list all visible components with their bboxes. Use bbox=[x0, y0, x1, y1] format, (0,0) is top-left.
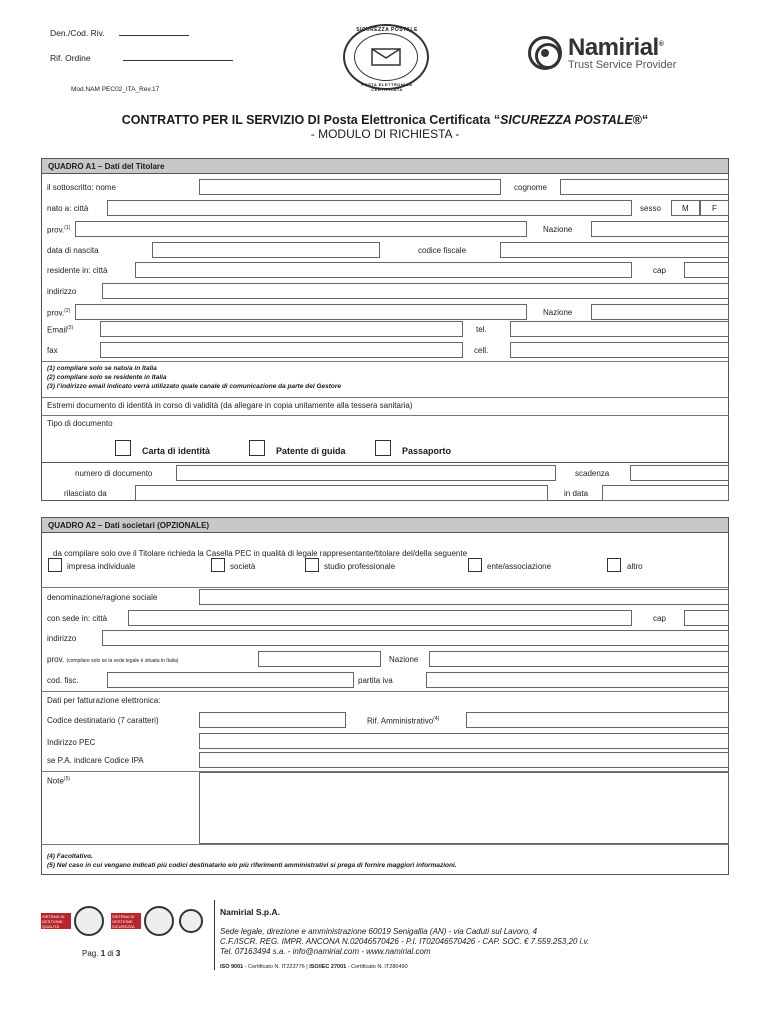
partita-iva-input[interactable] bbox=[426, 672, 729, 688]
rif-amministrativo-label: Rif. Amministrativo$^{(4)}$ bbox=[367, 716, 440, 726]
in-data-input[interactable] bbox=[602, 485, 729, 501]
data-nascita-input[interactable] bbox=[152, 242, 380, 258]
a2-nazione-label: Nazione bbox=[389, 655, 419, 664]
sesso-label: sesso bbox=[640, 204, 661, 213]
stamp-bottom-text: POSTA ELETTRONICA CERTIFICATA bbox=[361, 82, 413, 92]
codice-fiscale-label: codice fiscale bbox=[418, 246, 467, 255]
cert-badge-security: SISTEMA DI GESTIONE SICUREZZA CERTIFICATO bbox=[111, 913, 141, 929]
sesso-m-option[interactable]: M bbox=[671, 200, 700, 216]
cert-badge-quality: SISTEMA DI GESTIONE QUALITÀ CERTIFICATO bbox=[41, 913, 71, 929]
quadro-a1-heading: QUADRO A1 – Dati del Titolare bbox=[41, 158, 729, 174]
prov1-label: prov.$^{(1)}$ bbox=[47, 225, 71, 235]
patente-checkbox[interactable] bbox=[249, 440, 265, 456]
mod-code: Mod.NAM PEC02_ITA_Rev.17 bbox=[71, 86, 160, 93]
stamp-top-text: SICUREZZA POSTALE bbox=[356, 27, 418, 33]
passaporto-checkbox[interactable] bbox=[375, 440, 391, 456]
indirizzo-pec-label: Indirizzo PEC bbox=[47, 738, 96, 747]
tipo-doc-row bbox=[41, 415, 729, 433]
page-title: CONTRATTO PER IL SERVIZIO DI Posta Elettronica Certificata “SICUREZZA POSTALE®“ bbox=[121, 113, 649, 127]
page-number: Pag. 1 di 3 bbox=[82, 949, 121, 958]
codice-ipa-input[interactable] bbox=[199, 752, 729, 768]
rif-ordine-label: Rif. Ordine bbox=[50, 53, 91, 63]
in-data-label: in data bbox=[564, 489, 589, 498]
footnote-4: (4) Facoltativo. bbox=[47, 853, 93, 860]
footnote-5: (5) Nel caso in cui vengano indicati più codici destinatario e/o più riferimenti amministrativi si prega di fornire maggiori informazioni. bbox=[47, 862, 457, 869]
certification-logos bbox=[41, 906, 201, 936]
numero-documento-input[interactable] bbox=[176, 465, 556, 481]
company-address: Sede legale, direzione e amministrazione 60019 Senigallia (AN) - via Caduti sul Lavoro, 4 bbox=[220, 927, 538, 936]
footer-divider bbox=[214, 900, 215, 970]
estremi-label: Estremi documento di identità in corso di validità (da allegare in copia unitamente alla tessera sanitaria) bbox=[47, 401, 413, 410]
rilasciato-da-label: rilasciato da bbox=[64, 489, 107, 498]
a2-indirizzo-label: indirizzo bbox=[47, 634, 77, 643]
a2-nazione-input[interactable] bbox=[429, 651, 729, 667]
nazione1-input[interactable] bbox=[591, 221, 729, 237]
a2-prov-label: prov. (compilare solo se la sede legale è situata in Italia) bbox=[47, 655, 179, 664]
company-registration: C.F./ISCR. REG. IMPR. ANCONA N.02046570426 - P.I. IT02046570426 - CAP. SOC. € 7.559.253,20 i.v. bbox=[220, 937, 590, 946]
a2-intro-text: da compilare solo ove il Titolare richieda la Casella PEC in qualità di legale rappresentante/titolare del/della seguente bbox=[53, 549, 468, 558]
namirial-logo bbox=[528, 34, 676, 71]
scadenza-input[interactable] bbox=[630, 465, 729, 481]
carta-identita-label: Carta di identità bbox=[142, 446, 211, 456]
email-input[interactable] bbox=[100, 321, 463, 337]
indirizzo-label: indirizzo bbox=[47, 287, 77, 296]
footnote-2: (2) compilare solo se residente in Italia bbox=[47, 374, 167, 381]
nazione1-label: Nazione bbox=[543, 225, 573, 234]
prov2-input[interactable] bbox=[75, 304, 527, 320]
codice-destinatario-label: Codice destinatario (7 caratteri) bbox=[47, 716, 159, 725]
stamp-inner-ring bbox=[354, 33, 418, 81]
note-textarea[interactable] bbox=[199, 772, 729, 844]
fax-label: fax bbox=[47, 346, 58, 355]
envelope-icon bbox=[371, 48, 401, 66]
codice-destinatario-input[interactable] bbox=[199, 712, 346, 728]
nome-input[interactable] bbox=[199, 179, 501, 195]
cert-seal-icon bbox=[74, 906, 104, 936]
namirial-ring-icon bbox=[528, 36, 562, 70]
email-label: Email$^{(3)}$ bbox=[47, 325, 74, 335]
a2-cap-label: cap bbox=[653, 614, 666, 623]
a2-footnotes bbox=[47, 852, 457, 870]
denominazione-label: denominazione/ragione sociale bbox=[47, 593, 158, 602]
societa-label: società bbox=[230, 562, 256, 571]
studio-professionale-checkbox[interactable] bbox=[305, 558, 319, 572]
nato-citta-input[interactable] bbox=[107, 200, 632, 216]
numero-documento-label: numero di documento bbox=[75, 469, 153, 478]
prov2-label: prov.$^{(2)}$ bbox=[47, 308, 71, 318]
rif-ordine-field[interactable] bbox=[123, 52, 233, 61]
cell-input[interactable] bbox=[510, 342, 729, 358]
cognome-input[interactable] bbox=[560, 179, 729, 195]
codice-fiscale-input[interactable] bbox=[500, 242, 729, 258]
rilasciato-da-input[interactable] bbox=[135, 485, 548, 501]
cod-fisc-input[interactable] bbox=[107, 672, 354, 688]
prov1-input[interactable] bbox=[75, 221, 527, 237]
impresa-individuale-checkbox[interactable] bbox=[48, 558, 62, 572]
residente-citta-input[interactable] bbox=[135, 262, 632, 278]
carta-identita-checkbox[interactable] bbox=[115, 440, 131, 456]
sede-citta-label: con sede in: città bbox=[47, 614, 108, 623]
quadro-a2-heading: QUADRO A2 – Dati societari (OPZIONALE) bbox=[41, 517, 729, 533]
rif-amministrativo-input[interactable] bbox=[466, 712, 729, 728]
ente-associazione-checkbox[interactable] bbox=[468, 558, 482, 572]
nazione2-label: Nazione bbox=[543, 308, 573, 317]
den-cod-riv-row bbox=[50, 27, 189, 38]
company-name: Namirial S.p.A. bbox=[220, 907, 280, 917]
tel-label: tel. bbox=[476, 325, 487, 334]
brand-name: Namirial® bbox=[568, 34, 664, 61]
footnote-3: (3) l’indirizzo email indicato verrà utilizzato quale canale di comunicazione da parte del Gestore bbox=[47, 383, 342, 390]
a2-prov-input[interactable] bbox=[258, 651, 381, 667]
iso-certificates: ISO 9001 - Certificato N. IT223776 | ISO/IEC 27001 - Certificato N. IT280490 bbox=[220, 964, 408, 970]
se-pa-label: se P.A. indicare Codice IPA bbox=[47, 756, 144, 765]
fax-input[interactable] bbox=[100, 342, 463, 358]
a2-indirizzo-input[interactable] bbox=[102, 630, 729, 646]
cert-seal-icon bbox=[144, 906, 174, 936]
scadenza-label: scadenza bbox=[575, 469, 610, 478]
denominazione-input[interactable] bbox=[199, 589, 729, 605]
tel-input[interactable] bbox=[510, 321, 729, 337]
indirizzo-input[interactable] bbox=[102, 283, 729, 299]
indirizzo-pec-input[interactable] bbox=[199, 733, 729, 749]
den-cod-riv-label: Den./Cod. Riv. bbox=[50, 28, 105, 38]
den-cod-riv-field[interactable] bbox=[119, 27, 189, 36]
societa-checkbox[interactable] bbox=[211, 558, 225, 572]
sesso-f-option[interactable]: F bbox=[700, 200, 729, 216]
fatturazione-label: Dati per fatturazione elettronica: bbox=[47, 696, 161, 705]
impresa-individuale-label: impresa individuale bbox=[67, 562, 136, 571]
ente-associazione-label: ente/associazione bbox=[487, 562, 552, 571]
passaporto-label: Passaporto bbox=[402, 446, 452, 456]
brand-tagline: Trust Service Provider bbox=[568, 59, 677, 71]
altro-label: altro bbox=[627, 562, 643, 571]
cell-label: cell. bbox=[474, 346, 489, 355]
altro-checkbox[interactable] bbox=[607, 558, 621, 572]
accredia-seal-icon bbox=[179, 909, 203, 933]
residente-citta-label: residente in: città bbox=[47, 266, 108, 275]
company-info bbox=[220, 927, 589, 957]
tipo-documento-label: Tipo di documento bbox=[47, 419, 113, 428]
cap-input[interactable] bbox=[684, 262, 729, 278]
nazione2-input[interactable] bbox=[591, 304, 729, 320]
a1-footnotes bbox=[47, 364, 341, 391]
patente-label: Patente di guida bbox=[276, 446, 346, 456]
footnote-1: (1) compilare solo se nato/a in Italia bbox=[47, 365, 157, 372]
company-contacts: Tel. 07163494 s.a. - info@namirial.com - www.namirial.com bbox=[220, 947, 431, 956]
nome-label: il sottoscritto: nome bbox=[47, 183, 116, 192]
studio-professionale-label: studio professionale bbox=[324, 562, 396, 571]
data-nascita-label: data di nascita bbox=[47, 246, 99, 255]
nato-citta-label: nato a: città bbox=[47, 204, 89, 213]
a2-cap-input[interactable] bbox=[684, 610, 729, 626]
cod-fisc-label: cod. fisc. bbox=[47, 676, 79, 685]
partita-iva-label: partita iva bbox=[358, 676, 393, 685]
rif-ordine-row bbox=[50, 52, 233, 63]
page-subtitle: - MODULO DI RICHIESTA - bbox=[310, 127, 460, 141]
cognome-label: cognome bbox=[514, 183, 547, 192]
note-label: Note$^{(5)}$ bbox=[47, 776, 71, 786]
sicurezza-postale-stamp-logo bbox=[343, 24, 429, 90]
cap-label: cap bbox=[653, 266, 666, 275]
sede-citta-input[interactable] bbox=[128, 610, 632, 626]
